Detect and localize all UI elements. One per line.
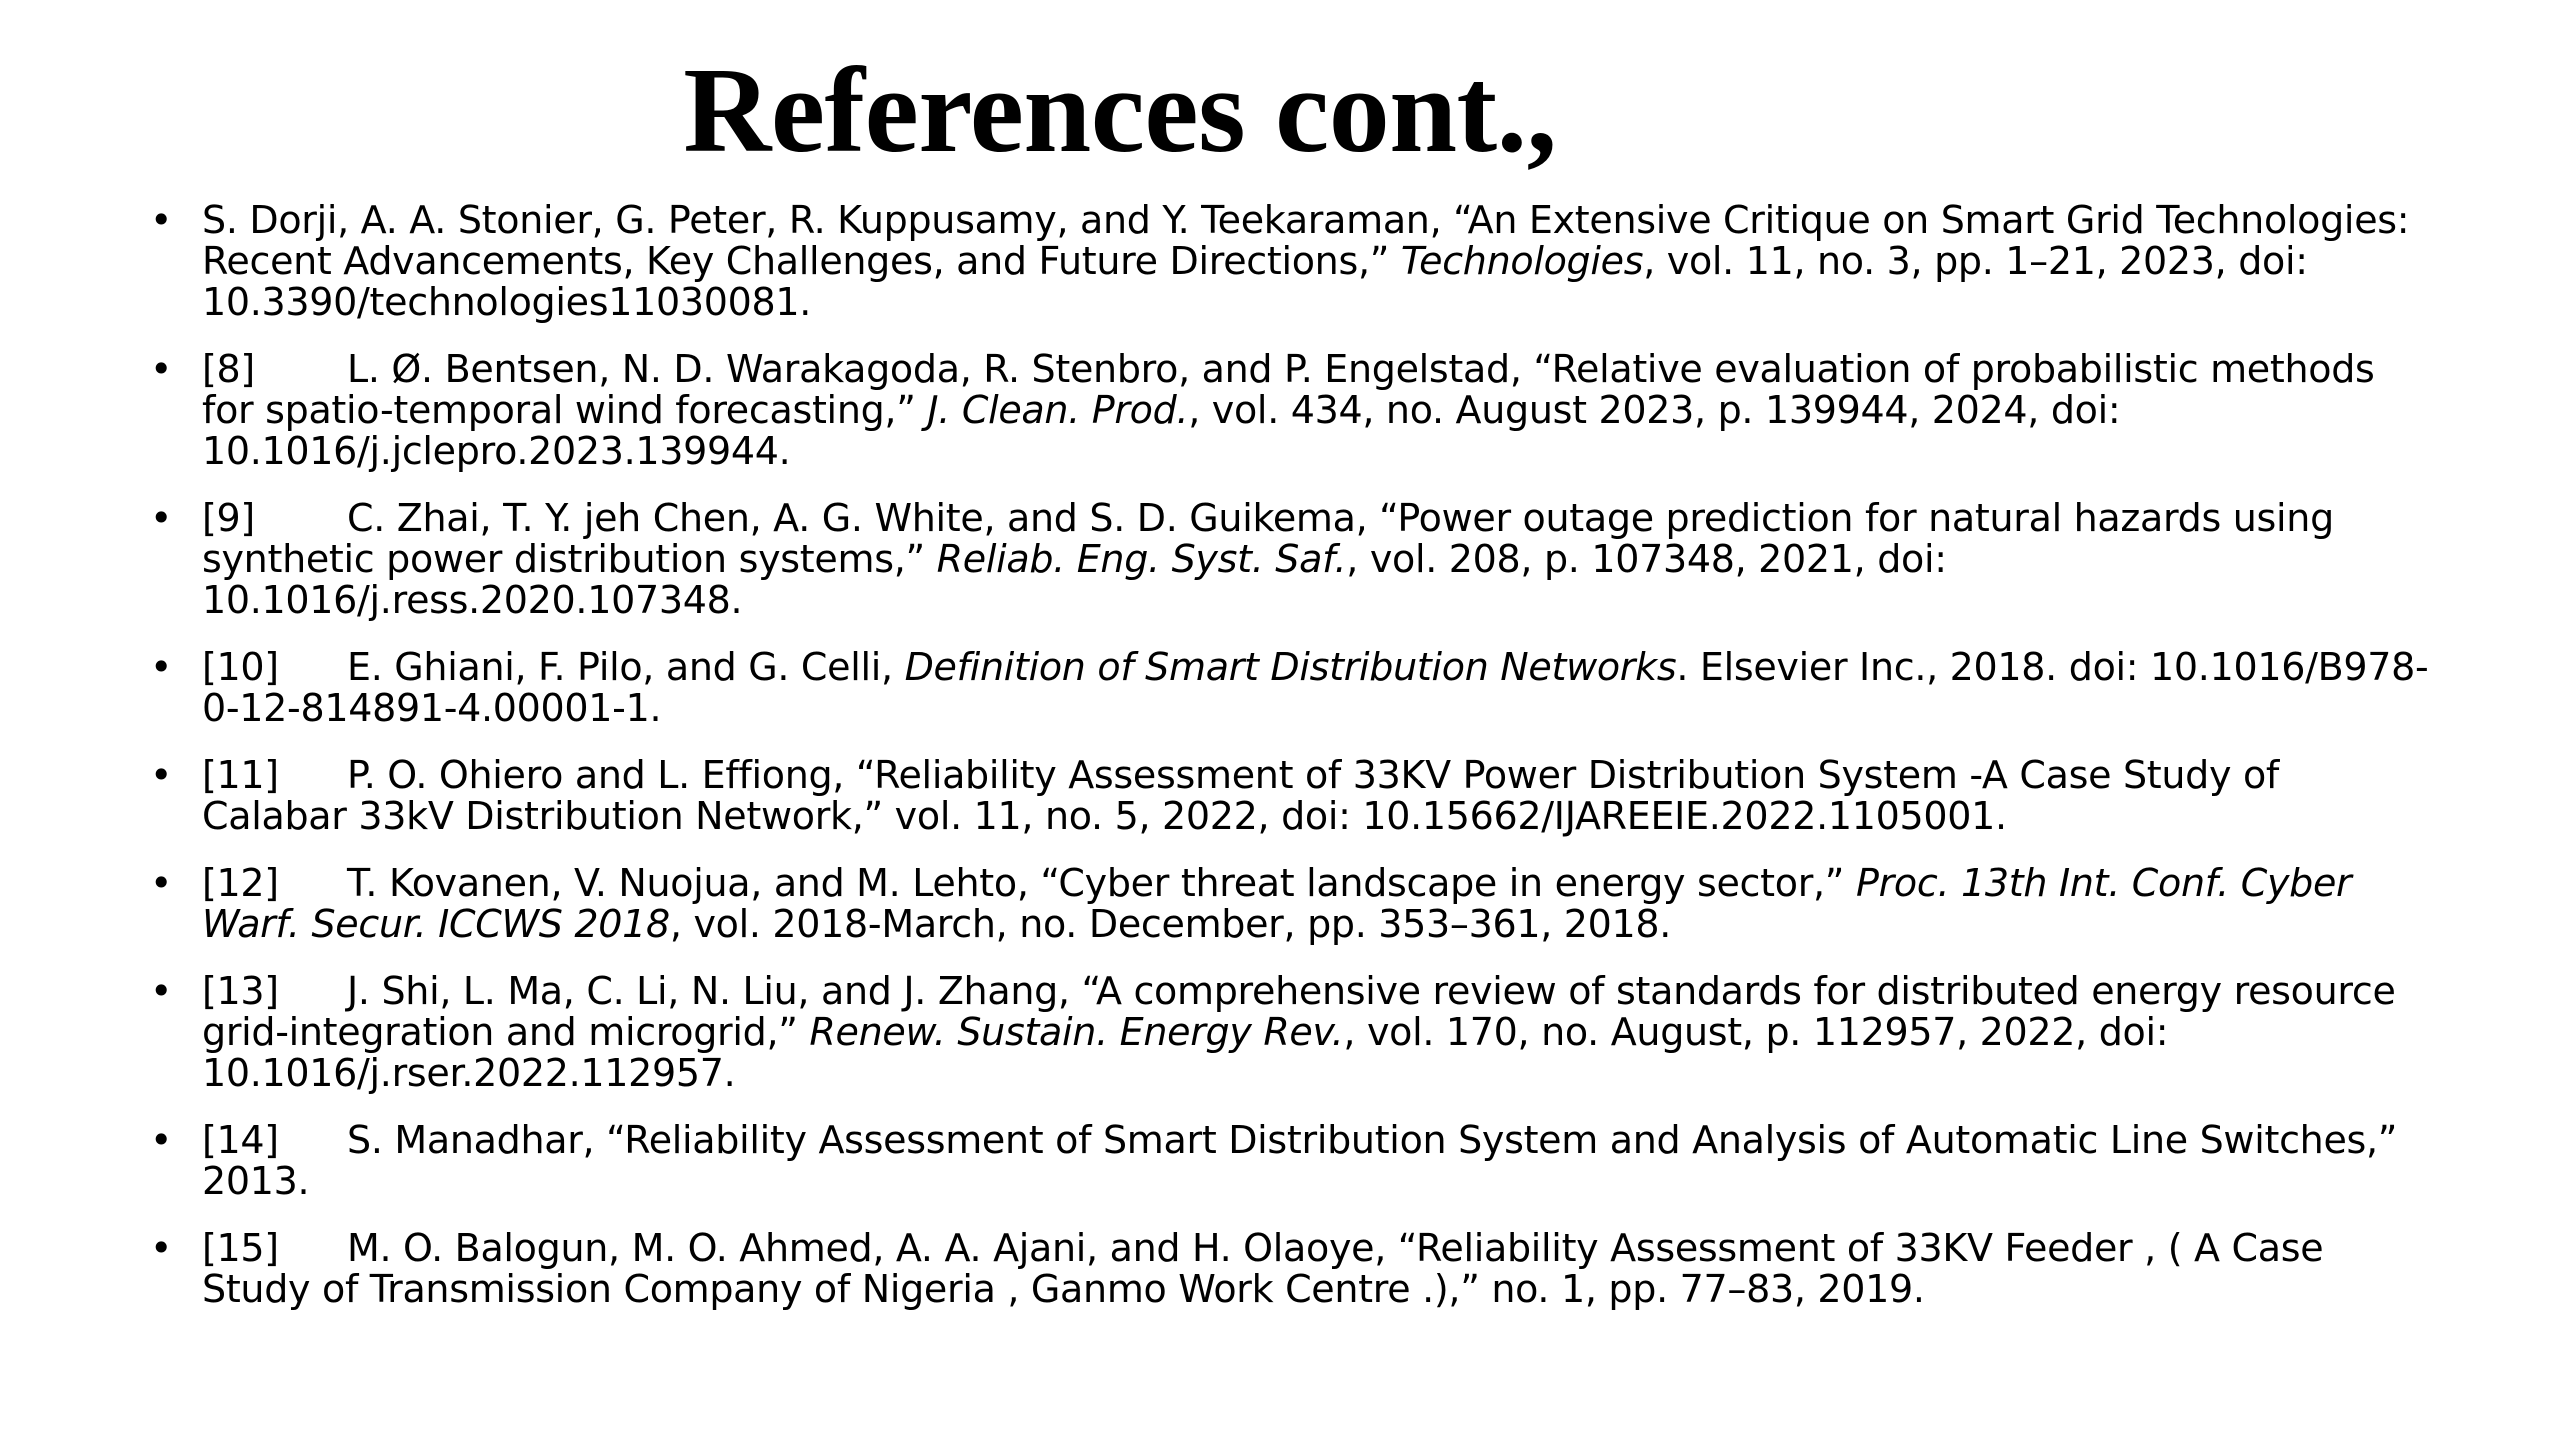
- reference-segment: , vol. 170, no. August, p. 112957, 2022, doi: 10.1016/j.rser.2022.112957.: [202, 1010, 2169, 1095]
- reference-segment: T. Kovanen, V. Nuojua, and M. Lehto, “Cyber threat landscape in energy sector,”: [347, 861, 1856, 905]
- bullet-icon: •: [150, 645, 173, 689]
- reference-segment: M. O. Balogun, M. O. Ahmed, A. A. Ajani, and H. Olaoye, “Reliability Assessment of 33KV Feeder , ( A Case Study of Transmission Company of Nigeria , Ganmo Work Centre .),” no. 1, pp. 77–83, 2019.: [202, 1226, 2324, 1311]
- slide-title: References cont.,: [683, 43, 1557, 178]
- reference-segment: , vol. 11, no. 3, pp. 1–21, 2023, doi: 10.3390/technologies11030081.: [202, 239, 2308, 324]
- reference-text: [202, 969, 2396, 1095]
- reference-item: [150, 1228, 2430, 1310]
- reference-source-title: Technologies: [1400, 239, 1644, 283]
- reference-segment: , vol. 434, no. August 2023, p. 139944, 2024, doi: 10.1016/j.jclepro.2023.139944.: [202, 388, 2121, 473]
- reference-number: [8]: [202, 347, 255, 391]
- reference-number: [12]: [202, 861, 279, 905]
- reference-text: [202, 645, 2428, 730]
- bullet-icon: •: [150, 861, 173, 905]
- reference-segment: S. Manadhar, “Reliability Assessment of Smart Distribution System and Analysis of Automatic Line Switches,” 2013.: [202, 1118, 2398, 1203]
- reference-segment: P. O. Ohiero and L. Effiong, “Reliability Assessment of 33KV Power Distribution System -A Case Study of Calabar 33kV Distribution Network,” vol. 11, no. 5, 2022, doi: 10.15662/IJAREEIE.2022.1105001.: [202, 753, 2279, 838]
- reference-text: [202, 198, 2409, 324]
- reference-number: [13]: [202, 969, 279, 1013]
- reference-segment: S. Dorji, A. A. Stonier, G. Peter, R. Kuppusamy, and Y. Teekaraman, “An Extensive Critique on Smart Grid Technologies: Recent Advancements, Key Challenges, and Future Directions,”: [202, 198, 2410, 283]
- bullet-icon: •: [150, 969, 173, 1013]
- reference-list: [150, 200, 2430, 1336]
- reference-source-title: Reliab. Eng. Syst. Saf.: [936, 537, 1347, 581]
- reference-item: [150, 647, 2430, 729]
- reference-item: [150, 863, 2430, 945]
- reference-source-title: Definition of Smart Distribution Networks: [904, 645, 1677, 689]
- reference-text: [202, 347, 2375, 473]
- reference-segment: E. Ghiani, F. Pilo, and G. Celli,: [347, 645, 905, 689]
- reference-segment: C. Zhai, T. Y. jeh Chen, A. G. White, and S. D. Guikema, “Power outage prediction for natural hazards using synthetic power distribution systems,”: [202, 496, 2334, 581]
- reference-item: [150, 200, 2430, 323]
- bullet-icon: •: [150, 1226, 173, 1270]
- reference-text: [202, 496, 2334, 622]
- reference-segment: J. Shi, L. Ma, C. Li, N. Liu, and J. Zhang, “A comprehensive review of standards for distributed energy resource grid-integration and microgrid,”: [202, 969, 2396, 1054]
- reference-item: [150, 971, 2430, 1094]
- reference-source-title: Proc. 13th Int. Conf. Cyber Warf. Secur. ICCWS 2018: [202, 861, 2352, 946]
- reference-source-title: Renew. Sustain. Energy Rev.: [809, 1010, 1344, 1054]
- bullet-icon: •: [150, 198, 173, 242]
- reference-text: [202, 753, 2279, 838]
- reference-text: [202, 1226, 2323, 1311]
- reference-number: [15]: [202, 1226, 279, 1270]
- bullet-icon: •: [150, 753, 173, 797]
- reference-number: [11]: [202, 753, 279, 797]
- reference-item: [150, 1120, 2430, 1202]
- reference-segment: L. Ø. Bentsen, N. D. Warakagoda, R. Stenbro, and P. Engelstad, “Relative evaluation of probabilistic methods for spatio-temporal wind forecasting,”: [202, 347, 2375, 432]
- reference-source-title: J. Clean. Prod.: [927, 388, 1189, 432]
- reference-text: [202, 861, 2351, 946]
- reference-segment: . Elsevier Inc., 2018. doi: 10.1016/B978-0-12-814891-4.00001-1.: [202, 645, 2429, 730]
- bullet-icon: •: [150, 347, 173, 391]
- reference-segment: , vol. 208, p. 107348, 2021, doi: 10.1016/j.ress.2020.107348.: [202, 537, 1947, 622]
- reference-number: [9]: [202, 496, 255, 540]
- bullet-icon: •: [150, 1118, 173, 1162]
- reference-segment: , vol. 2018-March, no. December, pp. 353–361, 2018.: [669, 902, 1672, 946]
- reference-item: [150, 755, 2430, 837]
- reference-number: [14]: [202, 1118, 279, 1162]
- reference-text: [202, 1118, 2397, 1203]
- reference-item: [150, 498, 2430, 621]
- reference-number: [10]: [202, 645, 279, 689]
- reference-item: [150, 349, 2430, 472]
- bullet-icon: •: [150, 496, 173, 540]
